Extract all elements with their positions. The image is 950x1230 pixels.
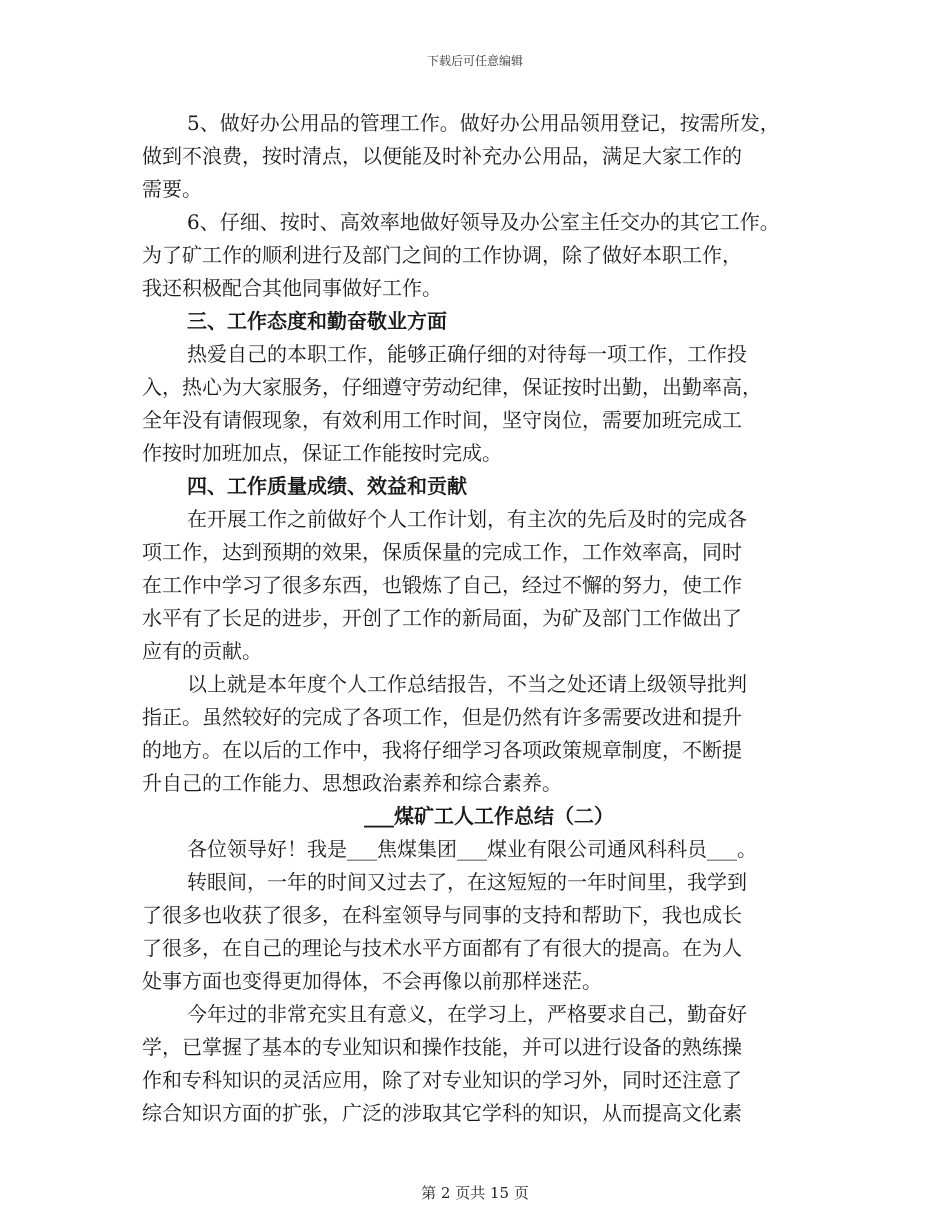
paragraph-line: 入，热心为大家服务，仔细遵守劳动纪律，保证按时出勤，出勤率高， [142,375,762,399]
paragraph-line: 在开展工作之前做好个人工作计划，有主次的先后及时的完成各 [187,507,747,531]
paragraph-line: 做到不浪费，按时清点，以便能及时补充办公用品，满足大家工作的 [142,144,742,168]
paragraph-line: 水平有了长足的进步，开创了工作的新局面，为矿及部门工作做出了 [142,606,742,630]
paragraph-line: 今年过的非常充实且有意义，在学习上，严格要求自己，勤奋好 [187,1002,747,1026]
paragraph-line: 热爱自己的本职工作，能够正确仔细的对待每一项工作，工作投 [187,342,747,366]
paragraph-line: 我还积极配合其他同事做好工作。 [142,276,442,300]
paragraph-line: 了很多，在自己的理论与技术水平方面都有了有很大的提高。在为人 [142,936,742,960]
section-heading: 四、工作质量成绩、效益和贡献 [187,474,467,498]
page-header: 下载后可任意编辑 [426,54,523,68]
paragraph-line: 5、做好办公用品的管理工作。做好办公用品领用登记，按需所发， [187,111,780,135]
paragraph-line: 项工作，达到预期的效果，保质保量的完成工作，工作效率高，同时 [142,540,742,564]
paragraph-line: 的地方。在以后的工作中，我将仔细学习各项政策规章制度，不断提 [142,738,742,762]
paragraph-line: 为了矿工作的顺利进行及部门之间的工作协调，除了做好本职工作， [142,243,742,267]
paragraph-line: 作和专科知识的灵活应用，除了对专业知识的学习外，同时还注意了 [142,1068,742,1092]
paragraph-line: 以上就是本年度个人工作总结报告，不当之处还请上级领导批判 [187,672,747,696]
paragraph-line: 应有的贡献。 [142,639,262,663]
paragraph-line: 处事方面也变得更加得体，不会再像以前那样迷茫。 [142,969,602,993]
paragraph-line: 作按时加班加点，保证工作能按时完成。 [142,441,502,465]
paragraph-line: 6、仔细、按时、高效率地做好领导及办公室主任交办的其它工作。 [187,210,780,234]
paragraph-line: 升自己的工作能力、思想政治素养和综合素养。 [142,771,562,795]
paragraph-line: 全年没有请假现象，有效利用工作时间，坚守岗位，需要加班完成工 [142,408,742,432]
paragraph-line: 指正。虽然较好的完成了各项工作，但是仍然有许多需要改进和提升 [142,705,742,729]
section-heading: 三、工作态度和勤奋敬业方面 [187,309,447,333]
paragraph-line: 学，已掌握了基本的专业知识和操作技能，并可以进行设备的熟练操 [142,1035,742,1059]
paragraph-line: 各位领导好！我是___焦煤集团___煤业有限公司通风科科员___。 [187,837,757,861]
paragraph-line: 需要。 [142,177,202,201]
paragraph-line: 转眼间，一年的时间又过去了，在这短短的一年时间里，我学到 [187,870,747,894]
page-footer: 第 2 页共 15 页 [421,1184,529,1202]
paragraph-line: 综合知识方面的扩张，广泛的涉取其它学科的知识，从而提高文化素 [142,1101,742,1125]
document-title: ___煤矿工人工作总结（二） [364,804,614,828]
paragraph-line: 了很多也收获了很多，在科室领导与同事的支持和帮助下，我也成长 [142,903,742,927]
paragraph-line: 在工作中学习了很多东西，也锻炼了自己，经过不懈的努力，使工作 [142,573,742,597]
